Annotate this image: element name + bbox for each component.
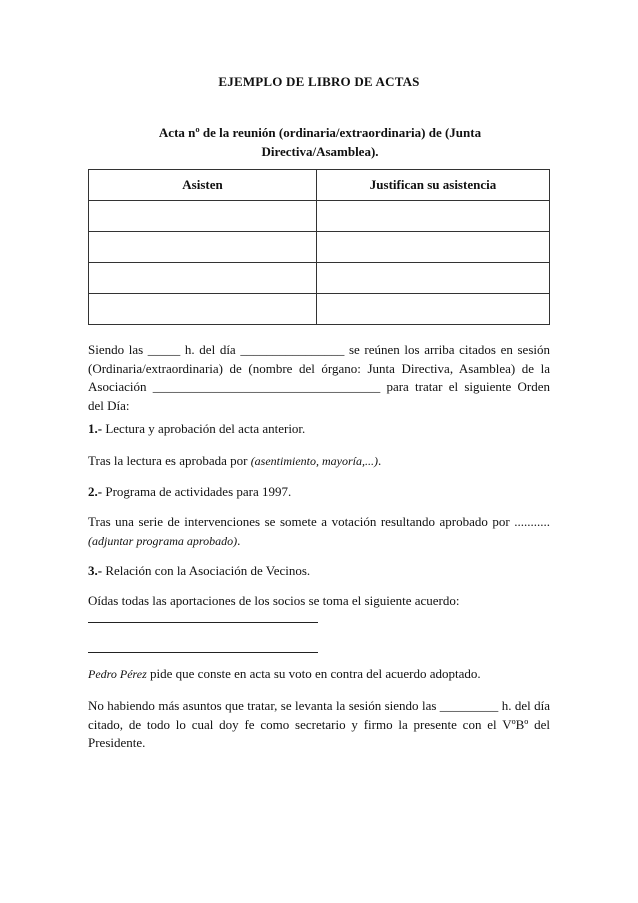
- agenda-item-1: [88, 420, 550, 439]
- attendance-table: [88, 169, 550, 325]
- table-header-row: [89, 170, 550, 201]
- resolution-end: .: [237, 532, 241, 548]
- item-1-resolution: [88, 452, 550, 471]
- closing-paragraph: No habiendo más asuntos que tratar, se levanta la sesión siendo las _________ h. del día citado, de todo lo cual doy fe como secretario y firmo la presente con el VºBº del Presidente.: [88, 698, 550, 751]
- table-cell: [89, 232, 317, 263]
- resolution-italic: (adjuntar programa aprobado): [88, 533, 238, 548]
- table-row: [89, 232, 550, 263]
- agenda-item-3: [88, 562, 550, 581]
- table-row: [89, 263, 550, 294]
- resolution-text: Tras una serie de intervenciones se somete a votación resultando aprobado por ...........: [88, 514, 550, 529]
- table-cell: [89, 294, 317, 325]
- item-3-resolution: Oídas todas las aportaciones de los socios se toma el siguiente acuerdo:: [88, 593, 460, 608]
- agreement-blank-line-2: [88, 652, 318, 653]
- table-cell: [317, 263, 550, 294]
- header-asisten: Asisten: [89, 170, 317, 201]
- vote-text: pide que conste en acta su voto en contra del acuerdo adoptado.: [146, 666, 481, 681]
- table-cell: [317, 201, 550, 232]
- table-cell: [89, 201, 317, 232]
- agenda-item-2: [88, 483, 550, 502]
- document-title: EJEMPLO DE LIBRO DE ACTAS: [218, 74, 420, 89]
- resolution-end: .: [378, 453, 382, 468]
- table-cell: [317, 294, 550, 325]
- table-row: [89, 294, 550, 325]
- document-subtitle: Acta nº de la reunión (ordinaria/extraordinaria) de (Junta Directiva/Asamblea).: [158, 125, 482, 159]
- item-number: 1.-: [88, 421, 103, 436]
- table-cell: [317, 232, 550, 263]
- resolution-italic: (asentimiento, mayoría,...): [250, 454, 378, 468]
- item-number: 2.-: [88, 484, 103, 499]
- member-name: Pedro Pérez: [88, 667, 147, 681]
- table-cell: [89, 263, 317, 294]
- resolution-text: Tras la lectura es aprobada por: [88, 453, 251, 468]
- table-row: [89, 201, 550, 232]
- item-text: Programa de actividades para 1997.: [102, 484, 292, 499]
- vote-note: [88, 665, 550, 684]
- item-text: Relación con la Asociación de Vecinos.: [102, 563, 311, 578]
- item-number: 3.-: [88, 563, 103, 578]
- item-text: Lectura y aprobación del acta anterior.: [102, 421, 306, 436]
- intro-paragraph: Siendo las _____ h. del día ________________ se reúnen los arriba citados en sesión (Ordinaria/extraordinaria) de (nombre del órgano: Junta Directiva, Asamblea) de la Asociación ___________________________________ para tratar el siguiente Orden del Día:: [88, 342, 550, 413]
- item-2-resolution: [88, 513, 550, 550]
- header-justifican: Justifican su asistencia: [317, 170, 550, 201]
- agreement-blank-line-1: [88, 622, 318, 623]
